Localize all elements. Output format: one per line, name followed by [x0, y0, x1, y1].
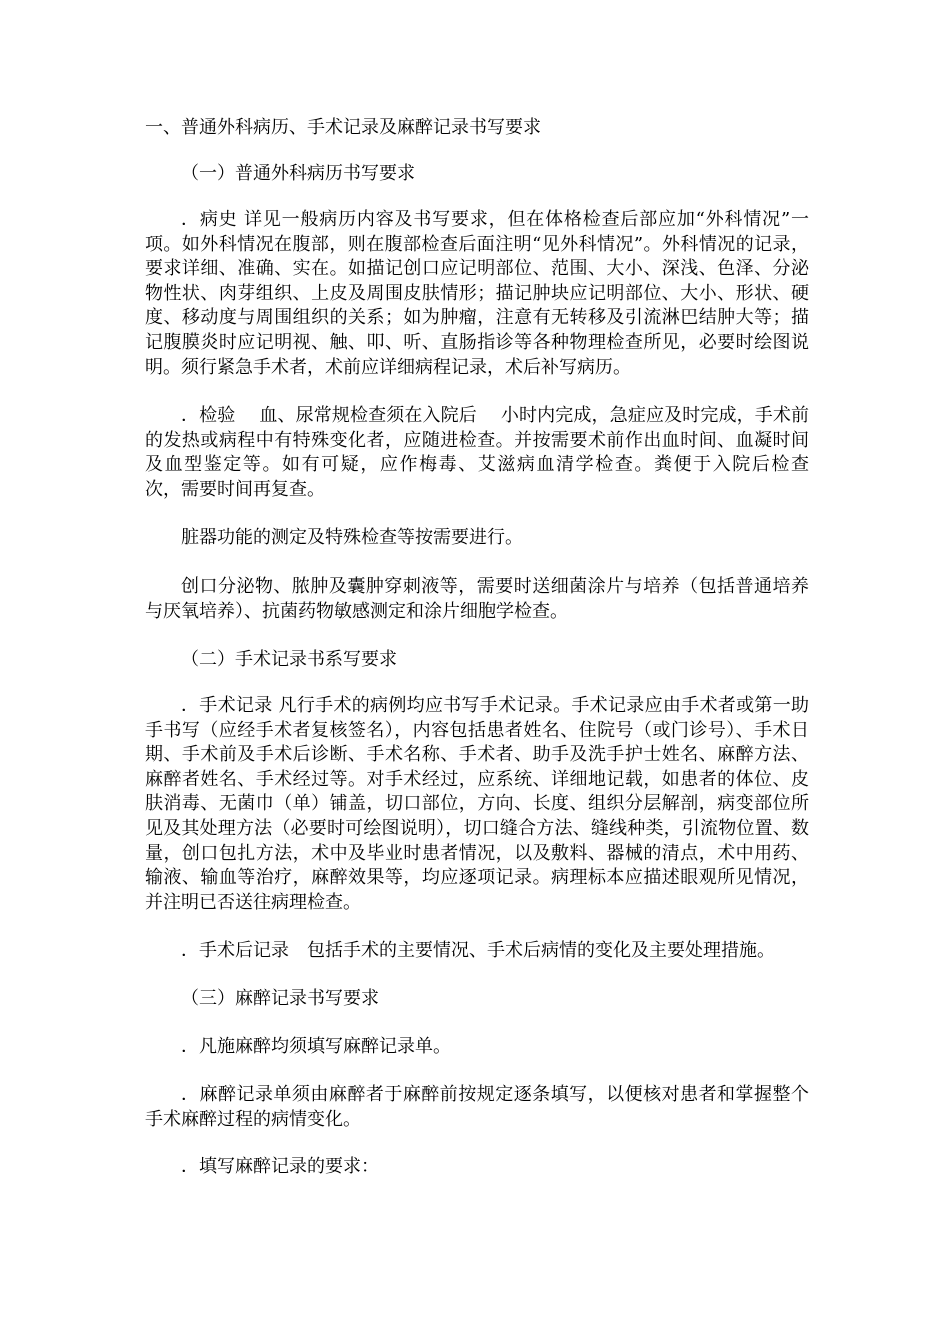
section-1-paragraph-lab-tests: ．检验 血、尿常规检查须在入院后 小时内完成，急症应及时完成，手术前的发热或病程中有特殊变化者，应随进检查。并按需要术前作出血时间、血凝时间及血型鉴定等。如有可疑，应作梅毒、艾滋病血清学检查。粪便于入院后检查 次，需要时间再复查。 [145, 405, 827, 500]
document-title: 一、普通外科病历、手术记录及麻醉记录书写要求 [145, 117, 541, 138]
section-2-heading: （二）手术记录书系写要求 [181, 649, 397, 670]
section-2-paragraph-post-op-record: ．手术后记录 包括手术的主要情况、手术后病情的变化及主要处理措施。 [181, 940, 775, 961]
section-3-paragraph-anesthesia-form: ．凡施麻醉均须填写麻醉记录单。 [181, 1036, 451, 1057]
section-2-paragraph-operation-record: ．手术记录 凡行手术的病例均应书写手术记录。手术记录应由手术者或第一助手书写（应经手术者复核签名），内容包括患者姓名、住院号（或门诊号）、手术日期、手术前及手术后诊断、手术名称、手术者、助手及洗手护士姓名、麻醉方法、麻醉者姓名、手术经过等。对手术经过，应系统、详细地记载，如患者的体位、皮肤消毒、无菌巾（单）铺盖，切口部位，方向、长度、组织分层解剖，病变部位所见及其处理方法（必要时可绘图说明），切口缝合方法、缝线种类，引流物位置、数量，创口包扎方法，术中及毕业时患者情况，以及敷料、器械的清点，术中用药、输液、输血等治疗，麻醉效果等，均应逐项记录。病理标本应描述眼观所见情况，并注明已否送往病理检查。 [145, 695, 809, 913]
section-1-paragraph-organ-function: 脏器功能的测定及特殊检查等按需要进行。 [181, 527, 523, 548]
section-1-heading: （一）普通外科病历书写要求 [181, 163, 415, 184]
section-3-heading: （三）麻醉记录书写要求 [181, 988, 379, 1009]
section-1-paragraph-wound-secretion: 创口分泌物、脓肿及囊肿穿刺液等，需要时送细菌涂片与培养（包括普通培养与厌氧培养）、抗菌药物敏感测定和涂片细胞学检查。 [145, 576, 809, 622]
section-3-paragraph-requirements: ．填写麻醉记录的要求： [181, 1156, 379, 1177]
section-3-paragraph-anesthesia-filling: ．麻醉记录单须由麻醉者于麻醉前按规定逐条填写，以便核对患者和掌握整个手术麻醉过程的病情变化。 [145, 1084, 809, 1130]
section-1-paragraph-history: ．病史 详见一般病历内容及书写要求，但在体格检查后部应加“外科情况”一项。如外科情况在腹部，则在腹部检查后面注明“见外科情况”。外科情况的记录，要求详细、准确、实在。如描记创口应记明部位、范围、大小、深浅、色泽、分泌物性状、肉芽组织、上皮及周围皮肤情形；描记肿块应记明部位、大小、形状、硬度、移动度与周围组织的关系；如为肿瘤，注意有无转移及引流淋巴结肿大等；描记腹膜炎时应记明视、触、叩、听、直肠指诊等各种物理检查所见，必要时绘图说明。须行紧急手术者，术前应详细病程记录，术后补写病历。 [145, 209, 809, 378]
